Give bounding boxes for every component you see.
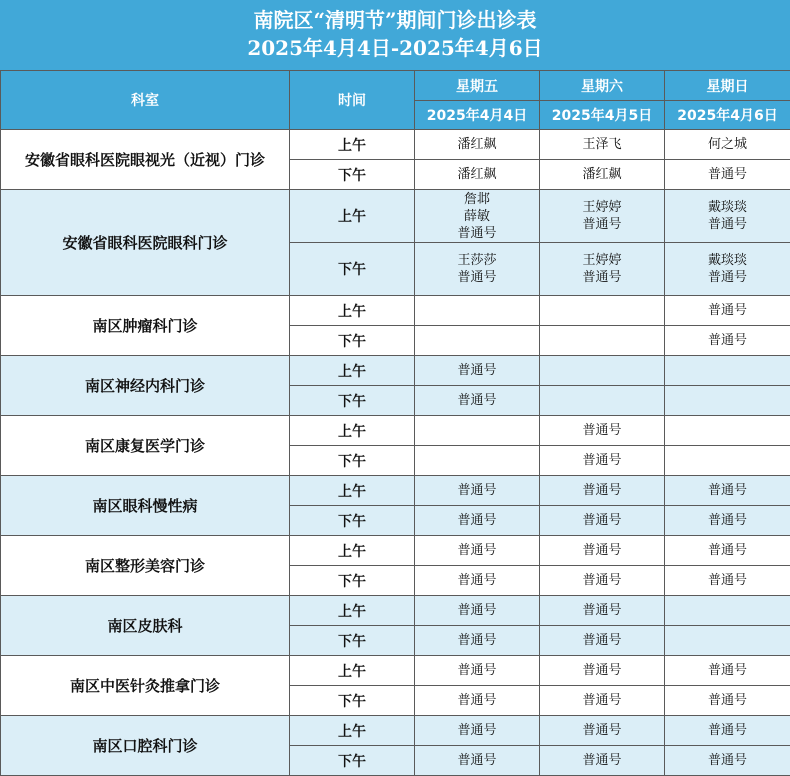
schedule-cell [665,130,790,160]
schedule-cell [665,536,790,566]
table-row [1,130,790,160]
doctor-entry: 潘红飙 [582,167,622,182]
schedule-cell [540,506,665,536]
schedule-cell [540,566,665,596]
page-title: 南院区“清明节”期间门诊出诊表 [253,8,537,32]
session-time: 上午 [290,130,415,160]
doctor-entry: 普通号 [457,543,497,558]
doctor-entry: 戴琰琰 [707,200,747,215]
doctor-entry: 普通号 [457,723,497,738]
table-row [1,476,790,506]
department-name: 安徽省眼科医院眼科门诊 [1,190,290,296]
session-time: 上午 [290,190,415,243]
schedule-cell [665,160,790,190]
schedule-cell [665,716,790,746]
table-row [1,416,790,446]
schedule-cell [415,716,540,746]
schedule-cell [665,386,790,416]
schedule-cell [540,356,665,386]
doctor-entry: 普通号 [582,633,622,648]
doctor-entry: 普通号 [457,393,497,408]
doctor-entry: 普通号 [457,270,497,285]
weekday-header: 星期五 [415,71,540,101]
department-name: 南区中医针灸推拿门诊 [1,656,290,716]
table-row [1,656,790,686]
session-time: 上午 [290,536,415,566]
doctor-entry: 普通号 [582,270,622,285]
schedule-cell [415,190,540,243]
schedule-cell [415,686,540,716]
doctor-entry: 普通号 [707,167,747,182]
schedule-cell [540,446,665,476]
doctor-entry: 普通号 [457,573,497,588]
schedule-cell [540,626,665,656]
doctor-entry: 薛敏 [463,208,490,224]
doctor-entry: 普通号 [707,217,747,232]
doctor-entry: 普通号 [457,225,497,241]
schedule-cell [540,296,665,326]
schedule-cell [415,566,540,596]
session-time: 下午 [290,506,415,536]
doctor-entry: 王婷婷 [582,200,622,215]
title-bar [0,0,790,70]
schedule-cell [415,160,540,190]
doctor-entry: 普通号 [707,513,747,528]
doctor-entry: 普通号 [457,633,497,648]
table-body [1,130,790,776]
doctor-entry: 普通号 [457,753,497,768]
session-time: 下午 [290,626,415,656]
schedule-cell [540,656,665,686]
doctor-entry: 普通号 [457,693,497,708]
schedule-cell [415,746,540,776]
doctor-entry: 普通号 [707,723,747,738]
schedule-cell [665,686,790,716]
doctor-entry: 普通号 [707,693,747,708]
session-time: 下午 [290,160,415,190]
doctor-entry: 普通号 [582,753,622,768]
schedule-cell [665,296,790,326]
schedule-cell [540,746,665,776]
doctor-entry: 潘红飙 [457,137,497,152]
doctor-entry: 普通号 [707,483,747,498]
schedule-cell [415,476,540,506]
schedule-cell [415,596,540,626]
doctor-entry: 普通号 [582,423,622,438]
schedule-cell [415,536,540,566]
doctor-entry: 王莎莎 [457,253,497,268]
schedule-cell [665,326,790,356]
schedule-cell [665,506,790,536]
doctor-entry: 普通号 [582,663,622,678]
schedule-cell [415,656,540,686]
schedule-cell [540,416,665,446]
schedule-cell [665,626,790,656]
table-row [1,356,790,386]
doctor-entry: 普通号 [707,543,747,558]
schedule-cell [415,296,540,326]
table-header [1,71,790,130]
department-name: 南区口腔科门诊 [1,716,290,776]
schedule-cell [415,356,540,386]
doctor-entry: 普通号 [707,333,747,348]
weekday-header: 星期六 [540,71,665,101]
doctor-entry: 普通号 [457,363,497,378]
session-time: 上午 [290,596,415,626]
schedule-cell [665,243,790,296]
schedule-cell [540,243,665,296]
schedule-cell [665,356,790,386]
schedule-cell [540,596,665,626]
schedule-cell [415,626,540,656]
date-header: 2025年4月4日 [415,101,540,130]
doctor-entry: 普通号 [457,483,497,498]
session-time: 下午 [290,746,415,776]
department-name: 南区皮肤科 [1,596,290,656]
session-time: 上午 [290,476,415,506]
schedule-cell [665,656,790,686]
doctor-entry: 普通号 [707,663,747,678]
table-row [1,536,790,566]
schedule-cell [665,416,790,446]
doctor-entry: 普通号 [582,217,622,232]
schedule-cell [540,386,665,416]
doctor-entry: 普通号 [707,303,747,318]
doctor-entry: 戴琰琰 [707,253,747,268]
schedule-cell [540,326,665,356]
doctor-entry: 普通号 [457,663,497,678]
doctor-entry: 王泽飞 [582,137,622,152]
session-time: 下午 [290,326,415,356]
doctor-entry: 普通号 [582,453,622,468]
session-time: 下午 [290,566,415,596]
doctor-entry: 普通号 [582,723,622,738]
department-name: 南区整形美容门诊 [1,536,290,596]
doctor-entry: 普通号 [707,753,747,768]
department-name: 南区神经内科门诊 [1,356,290,416]
doctor-entry: 普通号 [582,693,622,708]
table-row [1,596,790,626]
session-time: 下午 [290,386,415,416]
page-subtitle: 2025年4月4日-2025年4月6日 [247,36,543,60]
doctor-entry: 詹邶 [463,191,490,207]
doctor-entry: 何之城 [707,137,747,152]
schedule-cell [665,476,790,506]
doctor-entry: 普通号 [707,573,747,588]
doctor-entry: 普通号 [582,573,622,588]
schedule-cell [415,326,540,356]
doctor-entry: 王婷婷 [582,253,622,268]
session-time: 下午 [290,446,415,476]
schedule-cell [540,686,665,716]
department-name: 南区肿瘤科门诊 [1,296,290,356]
schedule-cell [540,536,665,566]
schedule-cell [415,416,540,446]
doctor-entry: 普通号 [582,603,622,618]
schedule-cell [665,596,790,626]
weekday-header: 星期日 [665,71,790,101]
schedule-table [0,70,790,776]
doctor-entry: 普通号 [582,483,622,498]
session-time: 上午 [290,296,415,326]
schedule-cell [540,190,665,243]
doctor-entry: 普通号 [582,543,622,558]
doctor-entry: 潘红飙 [457,167,497,182]
session-time: 上午 [290,356,415,386]
department-name: 南区眼科慢性病 [1,476,290,536]
doctor-entry: 普通号 [457,603,497,618]
session-time: 上午 [290,716,415,746]
schedule-cell [665,446,790,476]
doctor-entry: 普通号 [582,513,622,528]
table-row [1,716,790,746]
schedule-cell [415,130,540,160]
schedule-cell [665,746,790,776]
schedule-cell [415,506,540,536]
time-column-header: 时间 [290,71,415,130]
session-time: 上午 [290,656,415,686]
schedule-cell [665,190,790,243]
schedule-cell [540,130,665,160]
department-name: 安徽省眼科医院眼视光（近视）门诊 [1,130,290,190]
table-row [1,296,790,326]
date-header: 2025年4月5日 [540,101,665,130]
schedule-cell [415,386,540,416]
session-time: 下午 [290,243,415,296]
schedule-cell [415,243,540,296]
doctor-entry: 普通号 [457,513,497,528]
dept-column-header: 科室 [1,71,290,130]
schedule-cell [415,446,540,476]
schedule-cell [540,476,665,506]
table-row [1,190,790,243]
schedule-cell [540,716,665,746]
schedule-cell [540,160,665,190]
doctor-entry: 普通号 [707,270,747,285]
department-name: 南区康复医学门诊 [1,416,290,476]
session-time: 下午 [290,686,415,716]
schedule-cell [665,566,790,596]
session-time: 上午 [290,416,415,446]
date-header: 2025年4月6日 [665,101,790,130]
